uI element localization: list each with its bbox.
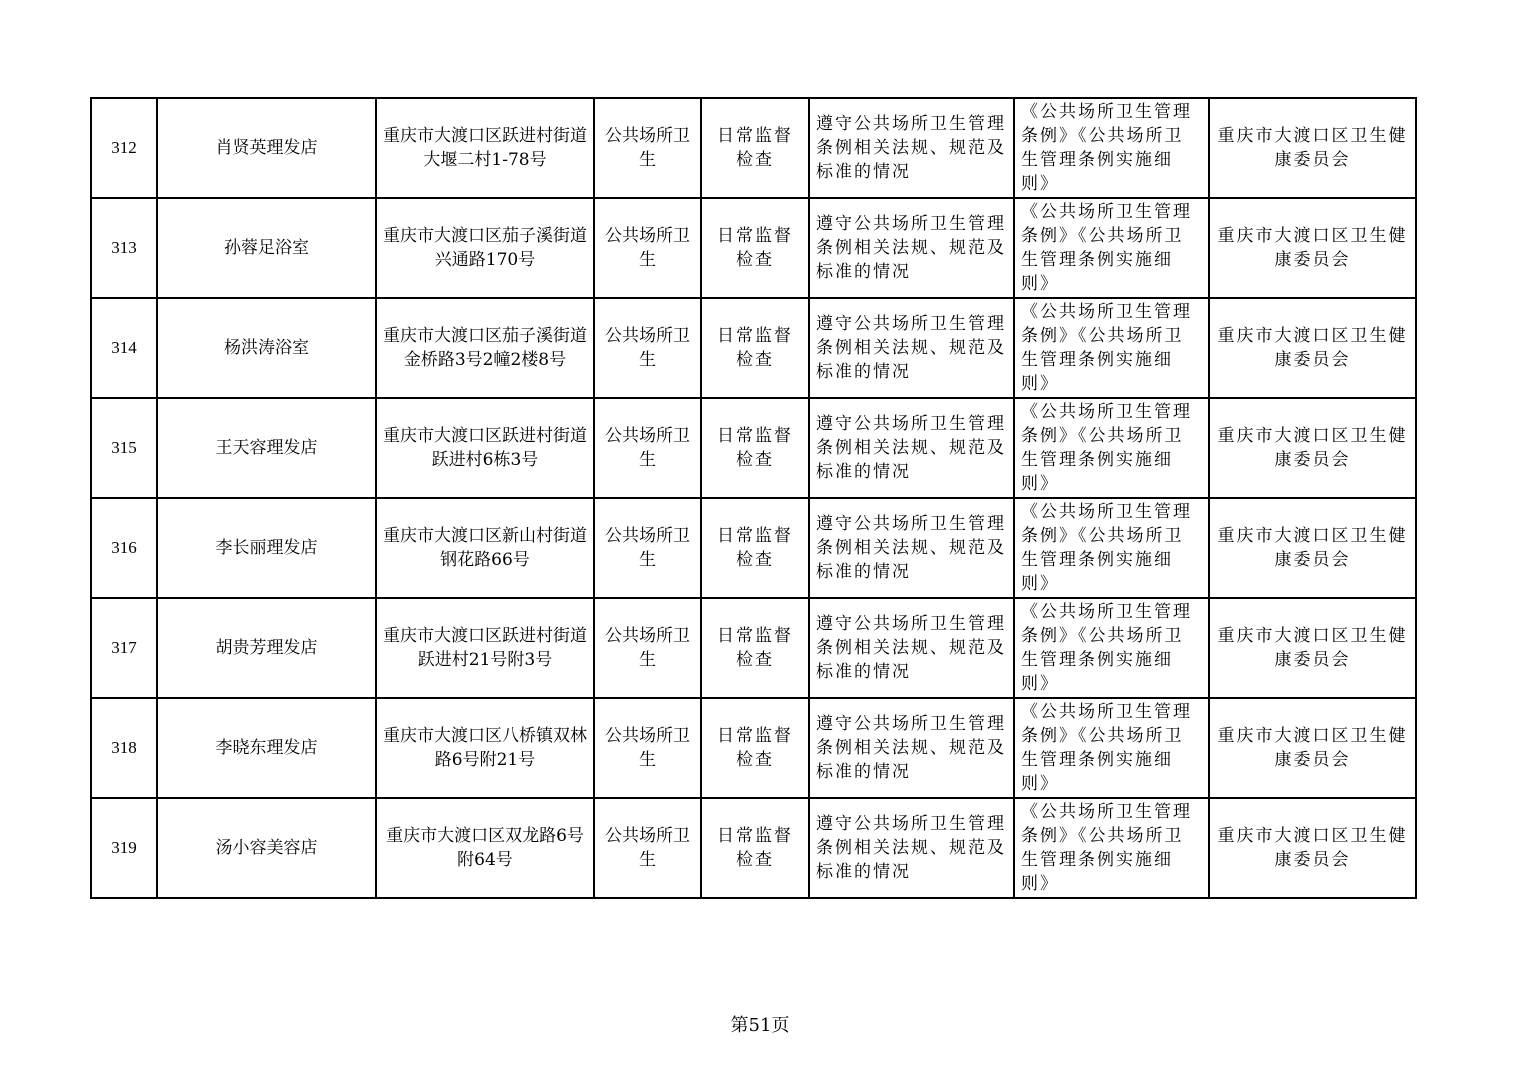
inspection-content-cell: 遵守公共场所卫生管理条例相关法规、规范及标准的情况 (809, 398, 1014, 498)
establishment-name-cell: 孙蓉足浴室 (157, 198, 376, 298)
category-cell: 公共场所卫生 (594, 498, 701, 598)
category-cell: 公共场所卫生 (594, 598, 701, 698)
address-cell: 重庆市大渡口区茄子溪街道金桥路3号2幢2楼8号 (376, 298, 594, 398)
inspection-content-cell: 遵守公共场所卫生管理条例相关法规、规范及标准的情况 (809, 298, 1014, 398)
inspection-content-cell: 遵守公共场所卫生管理条例相关法规、规范及标准的情况 (809, 598, 1014, 698)
table-row (91, 498, 1416, 598)
check-type-cell: 日常监督检查 (701, 98, 809, 198)
establishment-name-cell: 肖贤英理发店 (157, 98, 376, 198)
address-cell: 重庆市大渡口区新山村街道钢花路66号 (376, 498, 594, 598)
legal-basis-cell: 《公共场所卫生管理条例》《公共场所卫生管理条例实施细则》 (1014, 198, 1209, 298)
legal-basis-cell: 《公共场所卫生管理条例》《公共场所卫生管理条例实施细则》 (1014, 98, 1209, 198)
authority-cell: 重庆市大渡口区卫生健康委员会 (1209, 698, 1416, 798)
inspection-table (90, 97, 1417, 899)
check-type-cell: 日常监督检查 (701, 398, 809, 498)
check-type-cell: 日常监督检查 (701, 498, 809, 598)
table-row (91, 598, 1416, 698)
legal-basis-cell: 《公共场所卫生管理条例》《公共场所卫生管理条例实施细则》 (1014, 798, 1209, 898)
address-cell: 重庆市大渡口区跃进村街道跃进村6栋3号 (376, 398, 594, 498)
check-type-cell: 日常监督检查 (701, 598, 809, 698)
table-row (91, 398, 1416, 498)
legal-basis-cell: 《公共场所卫生管理条例》《公共场所卫生管理条例实施细则》 (1014, 298, 1209, 398)
row-number-cell: 315 (91, 398, 157, 498)
legal-basis-cell: 《公共场所卫生管理条例》《公共场所卫生管理条例实施细则》 (1014, 598, 1209, 698)
establishment-name-cell: 杨洪涛浴室 (157, 298, 376, 398)
establishment-name-cell: 李长丽理发店 (157, 498, 376, 598)
establishment-name-cell: 王天容理发店 (157, 398, 376, 498)
legal-basis-cell: 《公共场所卫生管理条例》《公共场所卫生管理条例实施细则》 (1014, 398, 1209, 498)
row-number-cell: 312 (91, 98, 157, 198)
address-cell: 重庆市大渡口区八桥镇双林路6号附21号 (376, 698, 594, 798)
table-body (91, 98, 1416, 898)
table-row (91, 798, 1416, 898)
category-cell: 公共场所卫生 (594, 298, 701, 398)
row-number-cell: 317 (91, 598, 157, 698)
address-cell: 重庆市大渡口区跃进村街道跃进村21号附3号 (376, 598, 594, 698)
category-cell: 公共场所卫生 (594, 198, 701, 298)
check-type-cell: 日常监督检查 (701, 298, 809, 398)
table-row (91, 198, 1416, 298)
row-number-cell: 316 (91, 498, 157, 598)
check-type-cell: 日常监督检查 (701, 698, 809, 798)
inspection-content-cell: 遵守公共场所卫生管理条例相关法规、规范及标准的情况 (809, 798, 1014, 898)
table-row (91, 698, 1416, 798)
legal-basis-cell: 《公共场所卫生管理条例》《公共场所卫生管理条例实施细则》 (1014, 698, 1209, 798)
legal-basis-cell: 《公共场所卫生管理条例》《公共场所卫生管理条例实施细则》 (1014, 498, 1209, 598)
authority-cell: 重庆市大渡口区卫生健康委员会 (1209, 598, 1416, 698)
category-cell: 公共场所卫生 (594, 98, 701, 198)
authority-cell: 重庆市大渡口区卫生健康委员会 (1209, 98, 1416, 198)
row-number-cell: 313 (91, 198, 157, 298)
authority-cell: 重庆市大渡口区卫生健康委员会 (1209, 798, 1416, 898)
authority-cell: 重庆市大渡口区卫生健康委员会 (1209, 498, 1416, 598)
authority-cell: 重庆市大渡口区卫生健康委员会 (1209, 298, 1416, 398)
check-type-cell: 日常监督检查 (701, 798, 809, 898)
inspection-content-cell: 遵守公共场所卫生管理条例相关法规、规范及标准的情况 (809, 698, 1014, 798)
inspection-content-cell: 遵守公共场所卫生管理条例相关法规、规范及标准的情况 (809, 98, 1014, 198)
inspection-content-cell: 遵守公共场所卫生管理条例相关法规、规范及标准的情况 (809, 498, 1014, 598)
address-cell: 重庆市大渡口区茄子溪街道兴通路170号 (376, 198, 594, 298)
address-cell: 重庆市大渡口区跃进村街道大堰二村1-78号 (376, 98, 594, 198)
category-cell: 公共场所卫生 (594, 798, 701, 898)
check-type-cell: 日常监督检查 (701, 198, 809, 298)
address-cell: 重庆市大渡口区双龙路6号附64号 (376, 798, 594, 898)
table-row (91, 298, 1416, 398)
row-number-cell: 314 (91, 298, 157, 398)
page-number: 第51页 (730, 1015, 790, 1036)
establishment-name-cell: 李晓东理发店 (157, 698, 376, 798)
authority-cell: 重庆市大渡口区卫生健康委员会 (1209, 198, 1416, 298)
category-cell: 公共场所卫生 (594, 698, 701, 798)
category-cell: 公共场所卫生 (594, 398, 701, 498)
row-number-cell: 319 (91, 798, 157, 898)
establishment-name-cell: 胡贵芳理发店 (157, 598, 376, 698)
table-row (91, 98, 1416, 198)
inspection-content-cell: 遵守公共场所卫生管理条例相关法规、规范及标准的情况 (809, 198, 1014, 298)
establishment-name-cell: 汤小容美容店 (157, 798, 376, 898)
row-number-cell: 318 (91, 698, 157, 798)
authority-cell: 重庆市大渡口区卫生健康委员会 (1209, 398, 1416, 498)
